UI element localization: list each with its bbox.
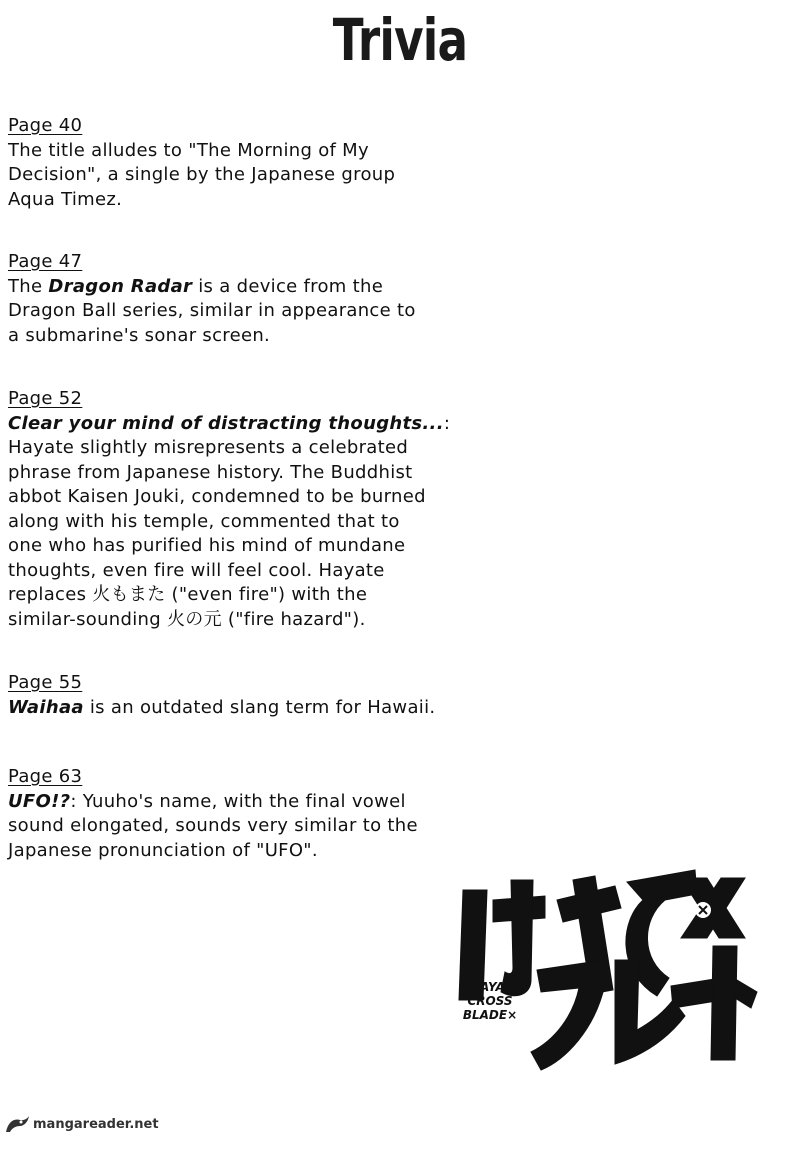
logo-tagline-line: CROSS	[467, 994, 513, 1008]
entry-line: The title alludes to "The Morning of My	[8, 139, 369, 161]
trivia-entry-page-63	[8, 765, 478, 863]
entry-term: UFO!?	[8, 790, 71, 812]
entry-first-line	[8, 790, 478, 815]
entry-after-term: :	[443, 412, 451, 434]
watermark	[4, 1114, 159, 1134]
entry-line: Dragon Ball series, similar in appearance to	[8, 300, 416, 321]
entry-page-heading: Page 52	[8, 388, 83, 409]
entry-page-heading: Page 55	[8, 672, 83, 693]
entry-line: Decision", a single by the Japanese group	[8, 164, 396, 185]
entry-line: along with his temple, commented that to	[8, 510, 400, 532]
entry-line: replaces 火もまた ("even fire") with the	[8, 584, 368, 605]
entry-first-line	[8, 275, 478, 300]
entry-page-heading: Page 63	[8, 766, 83, 787]
logo-tagline-line: BLADE×	[462, 1008, 518, 1022]
trivia-entry-page-47	[8, 250, 478, 348]
entry-line: phrase from Japanese history. The Buddhist	[8, 461, 413, 483]
entry-intro: The	[8, 275, 49, 297]
entry-line: one who has purified his mind of mundane	[8, 535, 406, 556]
trivia-entry-page-55	[8, 671, 478, 720]
logo-tagline	[452, 980, 528, 1022]
entry-term: Dragon Radar	[48, 275, 193, 297]
entry-line: sound elongated, sounds very similar to the	[8, 815, 418, 836]
entry-line: a submarine's sonar screen.	[8, 324, 271, 346]
entry-after-term: is a device from the	[192, 275, 384, 297]
hayate-cross-blade-logo	[445, 860, 765, 1080]
entry-page-heading: Page 47	[8, 251, 83, 272]
entry-term: Waihaa	[8, 696, 84, 718]
watermark-text: mangareader.net	[33, 1116, 159, 1132]
entry-line: Japanese pronunciation of "UFO".	[8, 839, 318, 861]
entry-line: similar-sounding 火の元 ("fire hazard").	[8, 608, 366, 630]
trivia-entry-page-52	[8, 387, 478, 632]
entry-after-term: : Yuuho's name, with the final vowel	[70, 790, 406, 812]
entry-term: Clear your mind of distracting thoughts...	[8, 412, 444, 434]
entry-page-heading: Page 40	[8, 115, 83, 136]
entry-line: Hayate slightly misrepresents a celebrated	[8, 437, 409, 458]
entry-line: Aqua Timez.	[8, 188, 123, 210]
page-title: Trivia	[332, 6, 468, 74]
entry-after-term: is an outdated slang term for Hawaii.	[83, 696, 436, 718]
logo-tagline-line: ×HAYATE	[459, 980, 521, 994]
entry-first-line	[8, 412, 478, 437]
entry-first-line	[8, 696, 478, 721]
entry-line: thoughts, even fire will feel cool. Hayate	[8, 559, 385, 581]
mangareader-mascot-icon	[4, 1114, 30, 1134]
trivia-entry-page-40	[8, 114, 478, 212]
entry-line: abbot Kaisen Jouki, condemned to be burned	[8, 486, 426, 507]
